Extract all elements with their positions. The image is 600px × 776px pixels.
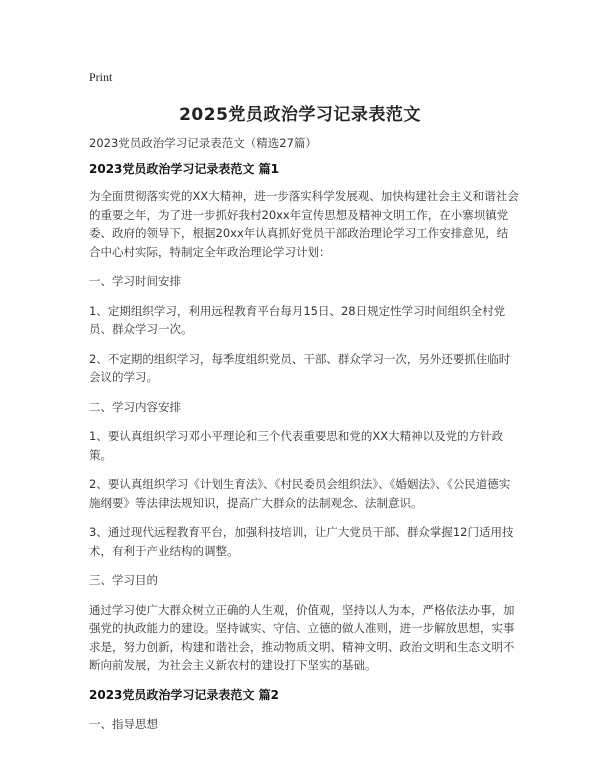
content-item-1: 1、要认真组织学习邓小平理论和三个代表重要思和党的XX大精神以及党的方针政策。 bbox=[89, 429, 504, 462]
section-heading-1: 2023党员政治学习记录表范文 篇1 bbox=[89, 162, 279, 176]
subheading-purpose: 三、学习目的 bbox=[89, 573, 158, 587]
content-item-2: 2、要认真组织学习《计划生育法》、《村民委员会组织法》、《婚姻法》、《公民道德实施纲要》等法律法规知识，提高广大群众的法制观念、法制意识。 bbox=[89, 477, 511, 510]
subtitle: 2023党员政治学习记录表范文（精选27篇） bbox=[89, 136, 317, 150]
article-body bbox=[89, 160, 519, 733]
intro-paragraph: 为全面贯彻落实党的XX大精神，进一步落实科学发展观、加快构建社会主义和谐社会的重要之年，为了进一步抓好我村20xx年宣传思想及精神文明工作，在小寨坝镇党委、政府的领导下，根据20xx年认真抓好党员干部政治理论学习工作安排意见，结合中心村实际，特制定全年政治理论学习计划： bbox=[89, 189, 519, 259]
purpose-paragraph: 通过学习使广大群众树立正确的人生观，价值观，坚持以人为本，严格依法办事，加强党的执政能力的建设。坚持诚实、守信、立德的做人准则，进一步解放思想，实事求是，努力创新，构建和谐社会，推动物质文明、精神文明、政治文明和生态文明不断向前发展，为社会主义新农村的建设打下坚实的基础。 bbox=[89, 602, 515, 672]
subheading-time: 一、学习时间安排 bbox=[89, 274, 181, 288]
subheading-content: 二、学习内容安排 bbox=[89, 399, 181, 414]
page-title: 2025党员政治学习记录表范文 bbox=[179, 105, 421, 125]
section-heading-2: 2023党员政治学习记录表范文 篇2 bbox=[89, 687, 279, 702]
print-link[interactable]: Print bbox=[89, 70, 113, 84]
time-item-1: 1、定期组织学习，利用远程教育平台每月15日、28日规定性学习时间组织全村党员、群众学习一次。 bbox=[89, 303, 506, 336]
content-item-3: 3、通过现代远程教育平台，加强科技培训，让广大党员干部、群众掌握12门适用技术，有利于产业结构的调整。 bbox=[89, 525, 514, 558]
time-item-2: 2、不定期的组织学习，每季度组织党员、干部、群众学习一次，另外还要抓住临时会议的学习。 bbox=[89, 351, 511, 384]
subheading-guiding: 一、指导思想 bbox=[89, 716, 158, 731]
